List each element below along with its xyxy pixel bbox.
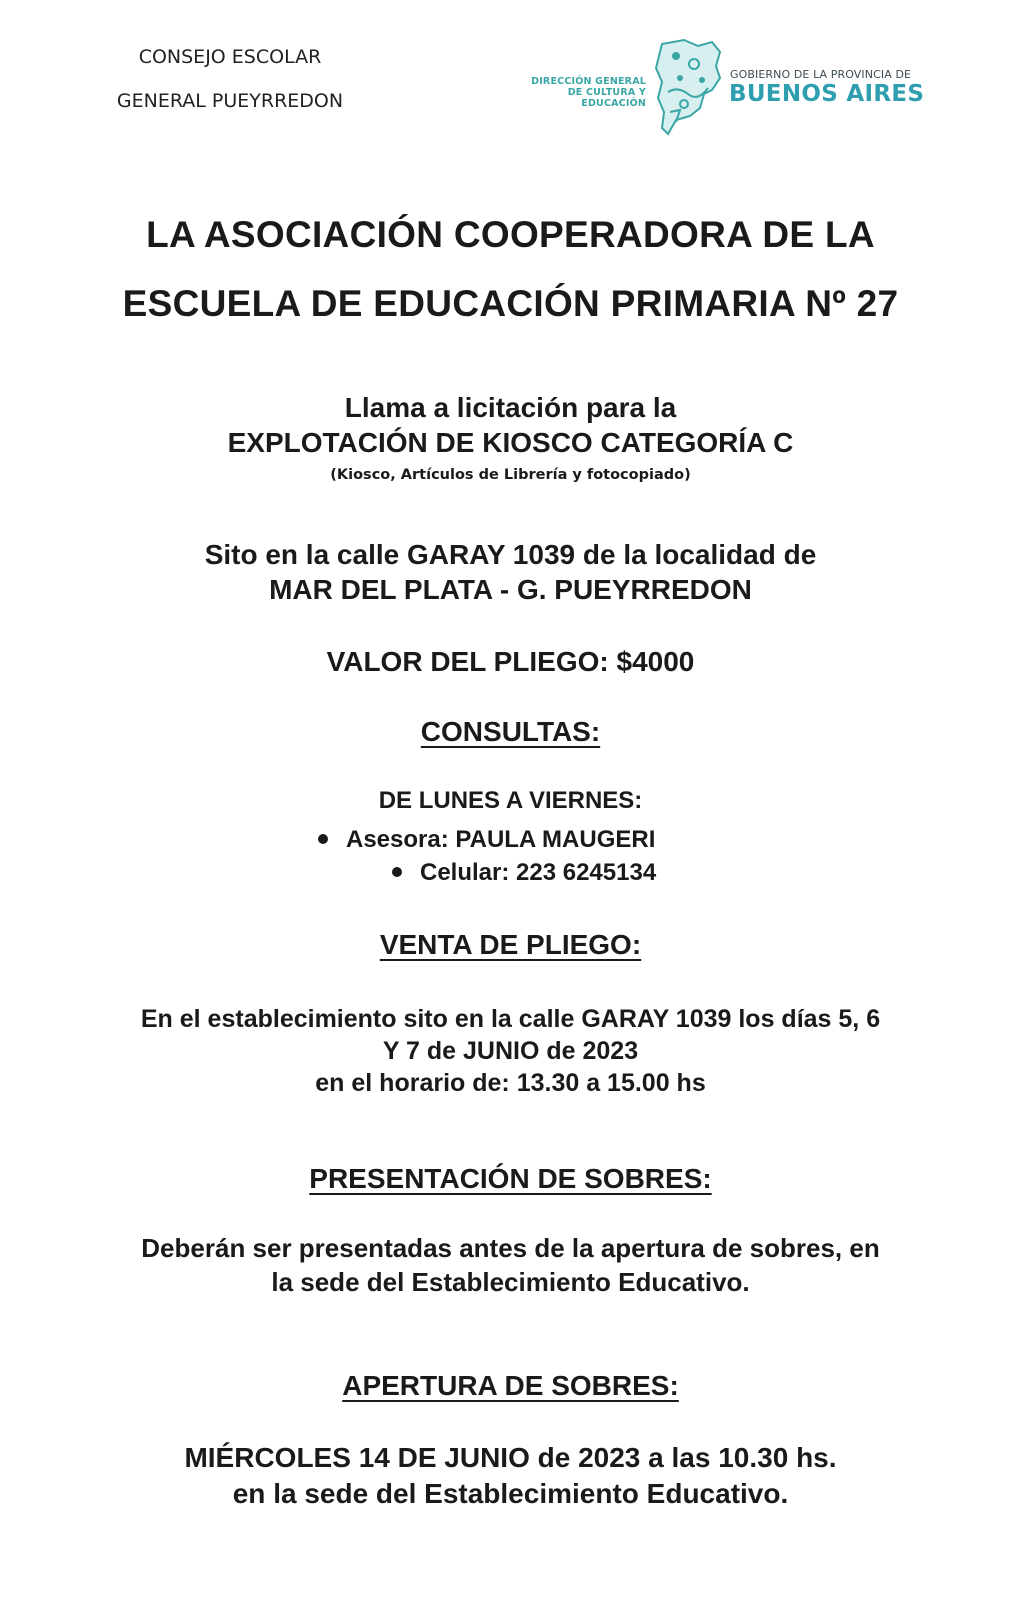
apertura-heading: APERTURA DE SOBRES:	[342, 1370, 679, 1401]
phone-item	[392, 859, 656, 887]
buenos-aires-label: BUENOS AIRES	[729, 81, 925, 107]
title-line-2: ESCUELA DE EDUCACIÓN PRIMARIA Nº 27	[122, 283, 899, 324]
consejo-escolar-header	[100, 46, 360, 134]
gobierno-label: GOBIERNO DE LA PROVINCIA DE	[730, 68, 912, 81]
title-line-1: LA ASOCIACIÓN COOPERADORA DE LA	[146, 214, 875, 255]
advisor-item	[318, 826, 655, 854]
location-line-2: MAR DEL PLATA - G. PUEYRREDON	[269, 574, 752, 605]
call-note: (Kiosco, Artículos de Librería y fotocopiado)	[330, 467, 691, 483]
venta-line-2: Y 7 de JUNIO de 2023	[382, 1037, 639, 1065]
dg-line-2: DE CULTURA Y EDUCACIÓN	[567, 87, 646, 109]
apertura-line-1: MIÉRCOLES 14 DE JUNIO de 2023 a las 10.30 hs.	[184, 1442, 837, 1473]
venta-line-1: En el establecimiento sito en la calle GARAY 1039 los días 5, 6	[140, 1005, 881, 1033]
presentacion-line-2: la sede del Establecimiento Educativo.	[271, 1267, 750, 1297]
advisor-text: Asesora: PAULA MAUGERI	[346, 826, 656, 853]
dg-line-1: DIRECCIÓN GENERAL	[531, 76, 646, 87]
price: VALOR DEL PLIEGO: $4000	[326, 646, 695, 677]
buenos-aires-logo	[516, 36, 926, 140]
call-line-2: EXPLOTACIÓN DE KIOSCO CATEGORÍA C	[227, 427, 794, 458]
presentacion-line-1: Deberán ser presentadas antes de la apertura de sobres, en	[141, 1233, 880, 1263]
location-line-1: Sito en la calle GARAY 1039 de la localidad de	[204, 539, 817, 570]
dg-cultura-label	[516, 76, 646, 109]
province-map-icon	[654, 38, 724, 138]
apertura-line-2: en la sede del Establecimiento Educativo.	[232, 1478, 789, 1509]
call-line-1: Llama a licitación para la	[344, 392, 677, 423]
presentacion-heading: PRESENTACIÓN DE SOBRES:	[309, 1163, 712, 1194]
phone-text: Celular: 223 6245134	[420, 859, 657, 886]
venta-heading: VENTA DE PLIEGO:	[379, 929, 642, 960]
venta-line-3: en el horario de: 13.30 a 15.00 hs	[315, 1069, 706, 1097]
bullet-icon	[318, 834, 328, 844]
consultas-days: DE LUNES A VIERNES:	[378, 787, 643, 814]
org-line-1: CONSEJO ESCOLAR	[138, 46, 322, 68]
org-line-2: GENERAL PUEYRREDON	[116, 90, 344, 112]
consultas-heading: CONSULTAS:	[420, 716, 601, 747]
bullet-icon	[392, 867, 402, 877]
